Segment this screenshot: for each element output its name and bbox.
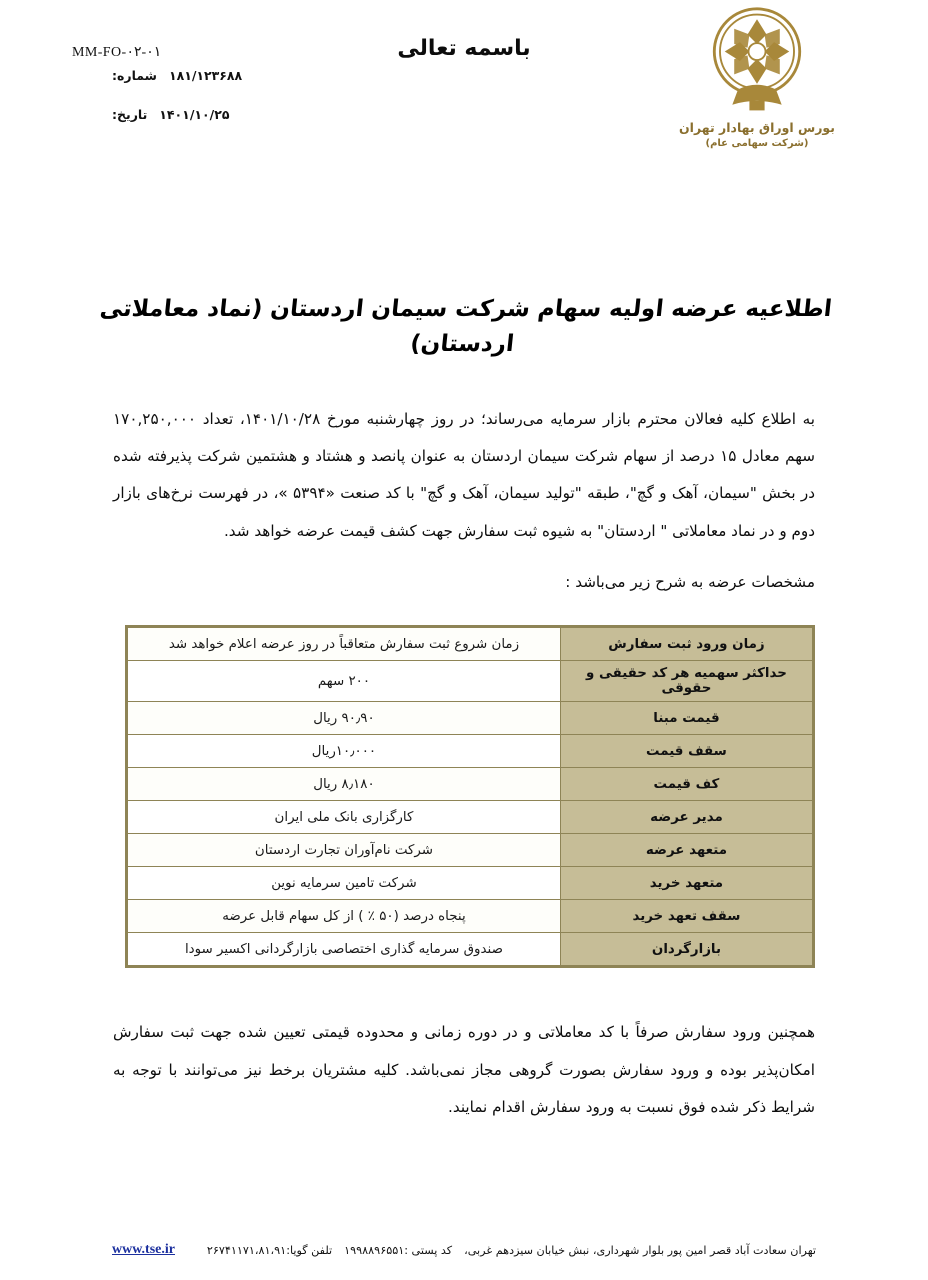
- basmala-heading: باسمه تعالی: [397, 36, 531, 61]
- footer-postal-value: ۱۹۹۸۸۹۶۵۵۱: [344, 1243, 405, 1257]
- spec-value: ۸٫۱۸۰ ریال: [127, 768, 561, 801]
- footer-contact-text: [189, 1244, 816, 1257]
- closing-section: [113, 1014, 815, 1126]
- offering-specs-table: [125, 625, 815, 968]
- spec-label: قیمت مبنا: [560, 702, 813, 735]
- spec-value: پنجاه درصد (۵۰ ٪ ) از کل سهام قابل عرضه: [127, 900, 561, 933]
- document-number-value: ۱۸۱/۱۲۳۶۸۸: [168, 68, 243, 83]
- spec-label: سقف قیمت: [560, 735, 813, 768]
- table-row: [127, 627, 814, 661]
- document-number-line: [112, 68, 262, 83]
- tse-logo-legal-form: (شرکت سهامی عام): [705, 138, 809, 149]
- footer-row: [112, 1242, 816, 1258]
- footer-phone-label: تلفن گویا:: [286, 1243, 333, 1257]
- table-row: [127, 867, 814, 900]
- spec-value: کارگزاری بانک ملی ایران: [127, 801, 561, 834]
- spec-label: بازارگردان: [560, 933, 813, 967]
- spec-label: متعهد خرید: [560, 867, 813, 900]
- document-date-label: تاریخ:: [112, 107, 148, 122]
- tse-logo: [672, 6, 842, 149]
- page-title: اطلاعیه عرضه اولیه سهام شرکت سیمان اردستان (نماد معاملاتی اردستان): [98, 296, 834, 357]
- offering-specs-table-wrap: [125, 625, 815, 968]
- spec-value: شرکت نام‌آوران تجارت اردستان: [127, 834, 561, 867]
- header-meta-block: [112, 68, 262, 146]
- document-footer: [0, 1242, 928, 1258]
- spec-label: زمان ورود ثبت سفارش: [560, 627, 813, 661]
- closing-paragraph: همچنین ورود سفارش صرفاً با کد معاملاتی و در دوره زمانی و محدوده قیمتی تعیین شده جهت ثبت سفارش امکان‌پذیر بوده و ورود سفارش بصورت گروهی مجاز نمی‌باشد. کلیه مشتریان برخط نیز می‌توانند با توجه به شرایط ذکر شده فوق نسبت به ورود سفارش اقدام نمایند.: [113, 1023, 815, 1116]
- offering-specs-table-body: [127, 627, 814, 967]
- table-row: [127, 735, 814, 768]
- tse-logo-org-name: بورس اوراق بهادار تهران: [679, 120, 835, 135]
- spec-label: کف قیمت: [560, 768, 813, 801]
- footer-phone-value: ۲۶۷۴۱۱۷۱،۸۱،۹۱: [206, 1243, 287, 1257]
- spec-value: زمان شروع ثبت سفارش متعاقباً در روز عرضه اعلام خواهد شد: [127, 627, 561, 661]
- spec-value: ۹۰٫۹۰ ریال: [127, 702, 561, 735]
- spec-label: سقف تعهد خرید: [560, 900, 813, 933]
- document-code: MM-FO-۰۲-۰۱: [72, 45, 162, 60]
- table-row: [127, 834, 814, 867]
- spec-label: حداکثر سهمیه هر کد حقیقی و حقوقی: [560, 661, 813, 702]
- document-date-line: [112, 107, 262, 122]
- document-header: [0, 0, 928, 180]
- spec-value: ۱۰٫۰۰۰ریال: [127, 735, 561, 768]
- spec-label: مدیر عرضه: [560, 801, 813, 834]
- footer-address: تهران سعادت آباد قصر امین پور بلوار شهرداری، نبش خیابان سیزدهم غربی،: [464, 1243, 816, 1257]
- table-row: [127, 900, 814, 933]
- specs-intro-text: مشخصات عرضه به شرح زیر می‌باشد :: [565, 572, 815, 591]
- spec-value: شرکت تامین سرمایه نوین: [127, 867, 561, 900]
- spec-value: ۲۰۰ سهم: [127, 661, 561, 702]
- table-row: [127, 801, 814, 834]
- announcement-paragraph: به اطلاع کلیه فعالان محترم بازار سرمایه می‌رساند؛ در روز چهارشنبه مورخ ۱۴۰۱/۱۰/۲۸، تعداد ۱۷۰,۲۵۰,۰۰۰ سهم معادل ۱۵ درصد از سهام شرکت سیمان اردستان به عنوان پانصد و هشتاد و هشتمین شرکت پذیرفته شده در بخش "سیمان، آهک و گچ"، طبقه "تولید سیمان، آهک و گچ" با کد صنعت «۵۳۹۴ »، در فهرست نرخ‌های بازار دوم و در نماد معاملاتی " اردستان" به شیوه ثبت سفارش جهت کشف قیمت عرضه خواهد شد.: [113, 410, 815, 540]
- document-body: [113, 401, 815, 599]
- tse-website-link[interactable]: www.tse.ir: [112, 1242, 175, 1257]
- table-row: [127, 933, 814, 967]
- table-row: [127, 702, 814, 735]
- spec-label: متعهد عرضه: [560, 834, 813, 867]
- table-row: [127, 768, 814, 801]
- table-row: [127, 661, 814, 702]
- tse-logo-icon: [698, 6, 816, 118]
- document-date-value: ۱۴۰۱/۱۰/۲۵: [159, 107, 230, 122]
- document-number-label: شماره:: [112, 68, 157, 83]
- document-title-wrap: [0, 292, 928, 361]
- spec-value: صندوق سرمایه گذاری اختصاصی بازارگردانی اکسیر سودا: [127, 933, 561, 967]
- footer-postal-label: کد پستی :: [404, 1243, 453, 1257]
